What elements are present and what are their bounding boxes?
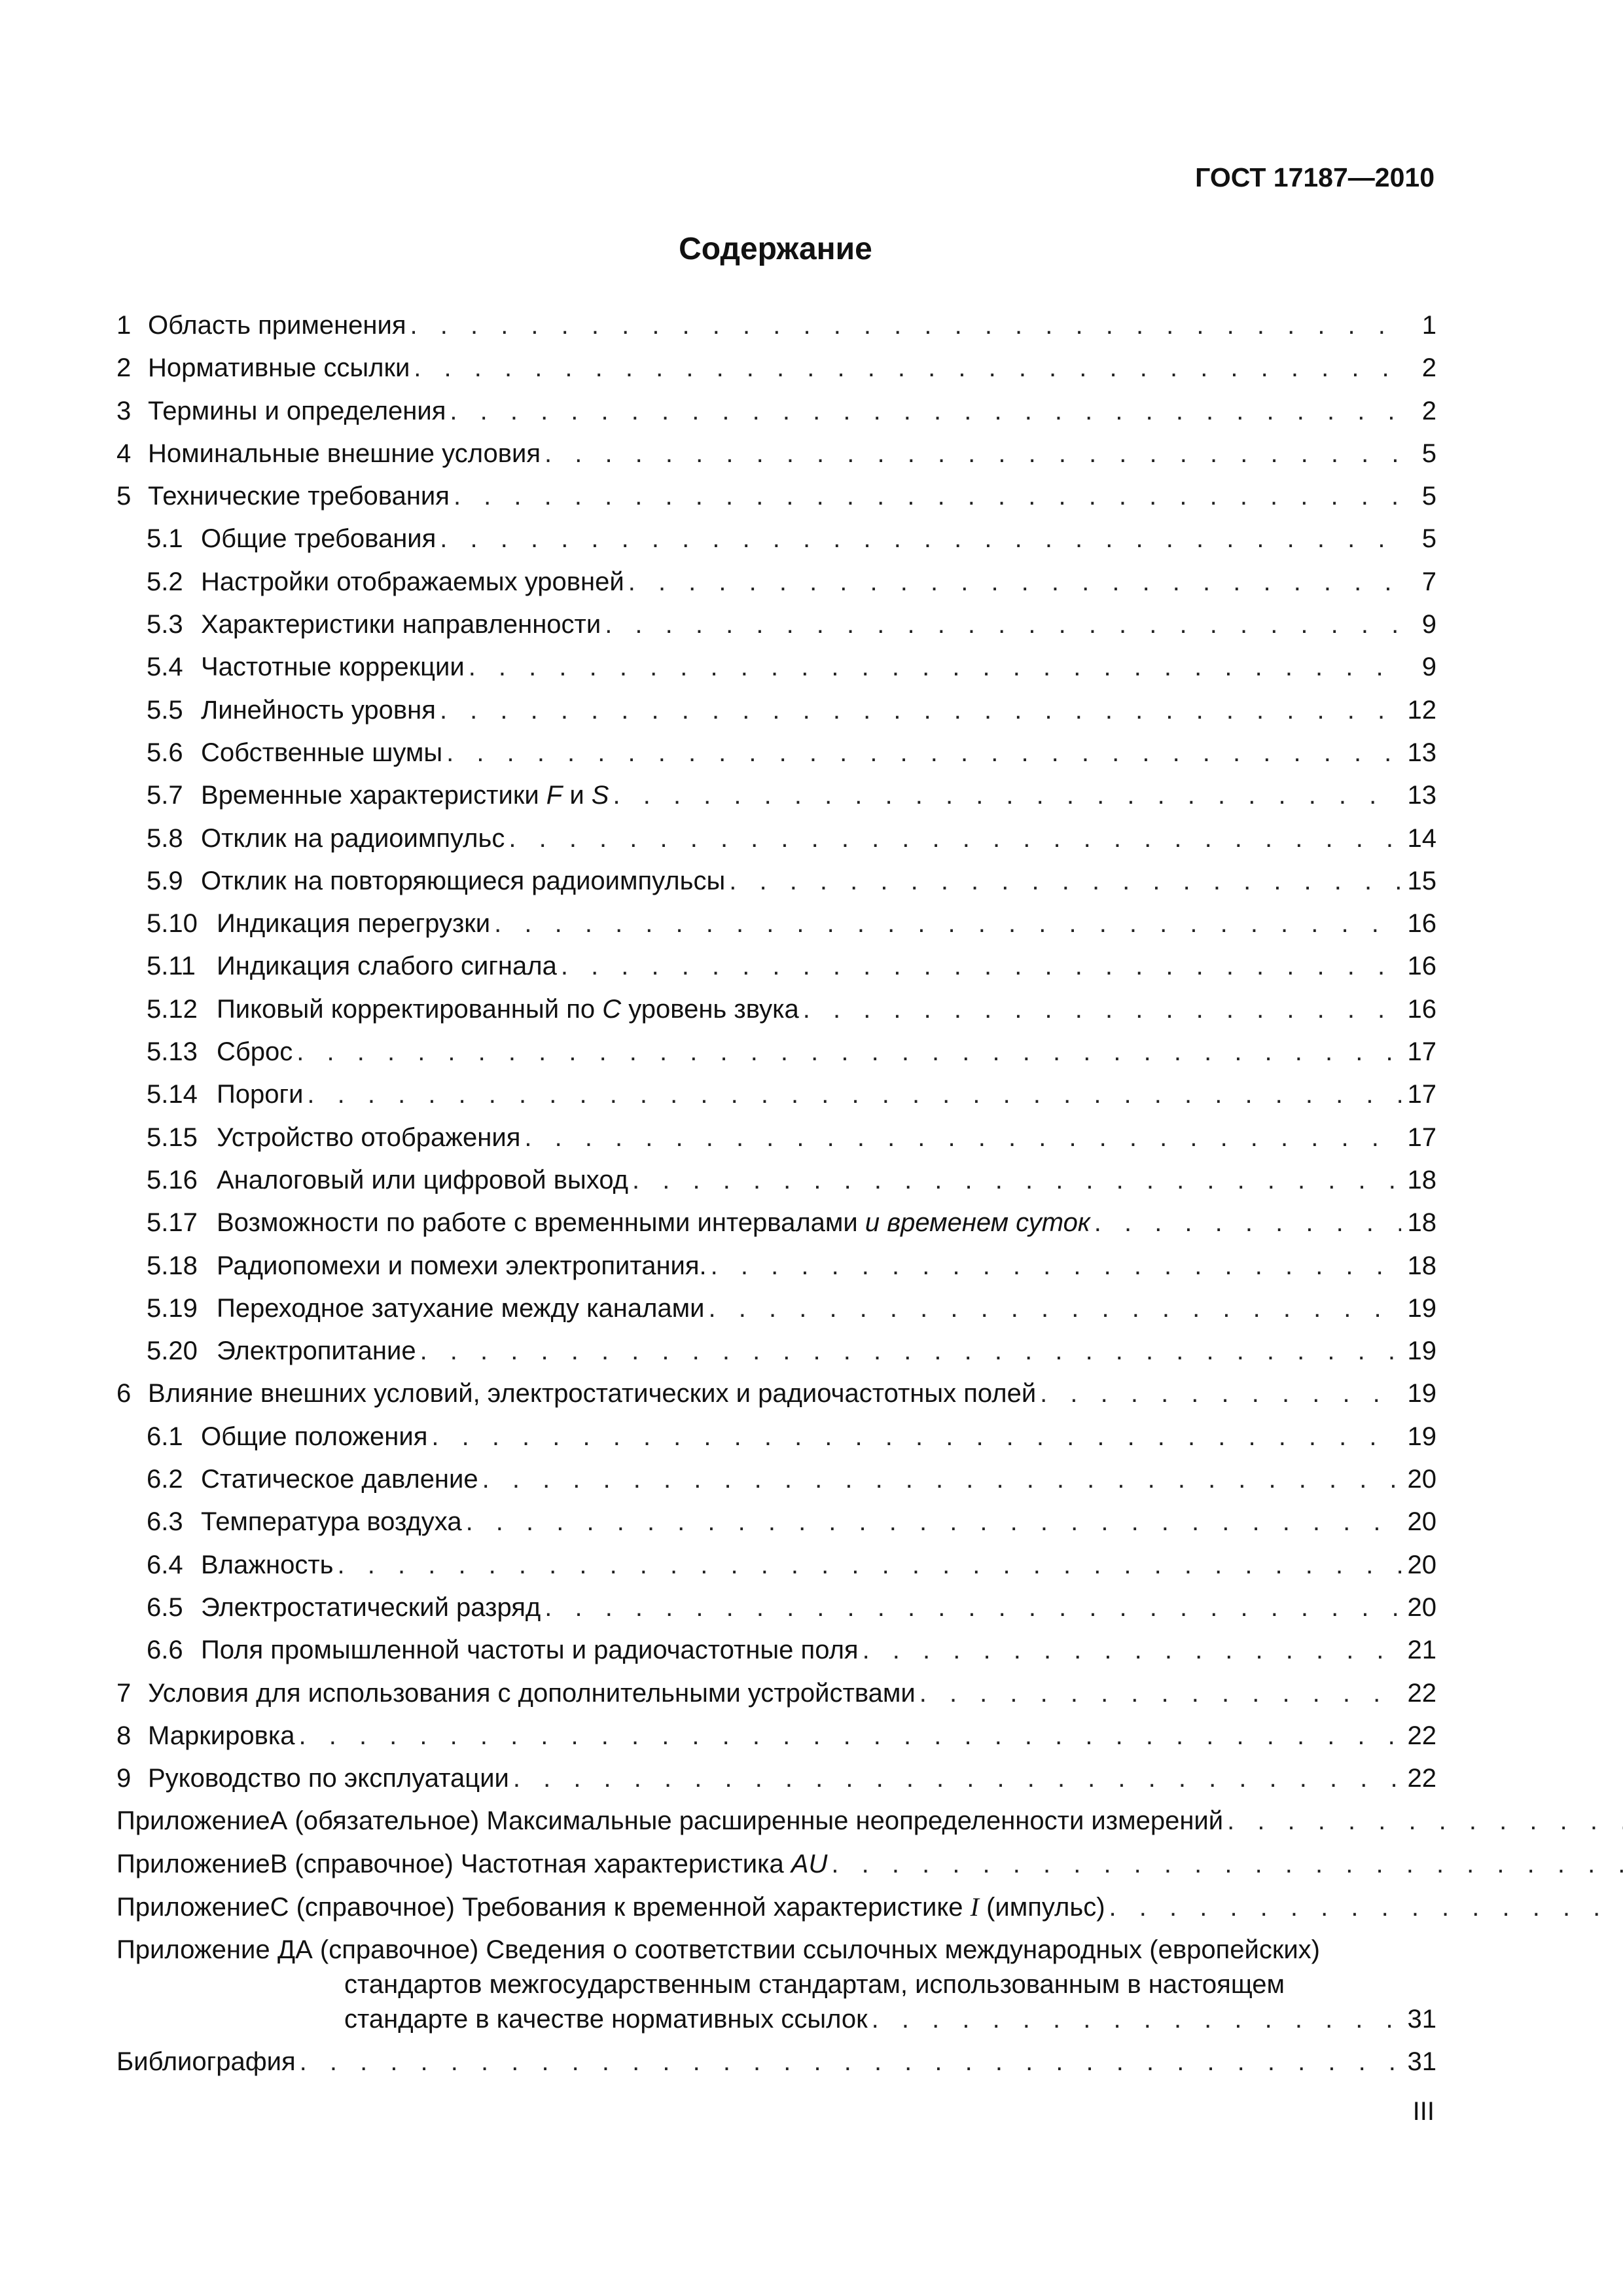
toc-entry-1[interactable]: [116, 304, 1436, 347]
toc-entry-page: 16: [1407, 909, 1436, 939]
toc-entry-number: 5.4: [147, 653, 183, 682]
toc-entry-number: 5.17: [147, 1208, 198, 1238]
toc-entry-page: 19: [1407, 1379, 1436, 1408]
toc-entry-6[interactable]: [116, 1372, 1436, 1415]
toc-entry-page: 5: [1421, 439, 1436, 468]
title-text: и: [562, 781, 592, 810]
toc-entry-page: 22: [1407, 1678, 1436, 1708]
dot-leader: [466, 1501, 1401, 1543]
toc-entry-number: 5.16: [147, 1165, 198, 1194]
toc-entry-number: 7: [116, 1678, 132, 1708]
toc-entry-title: Отклик на повторяющиеся радиоимпульсы: [201, 866, 726, 895]
toc-entry-title: Температура воздуха: [201, 1507, 462, 1537]
toc-entry-5-19[interactable]: [116, 1287, 1436, 1330]
toc-entry-number: 6.2: [147, 1465, 183, 1494]
toc-entry-page: 12: [1407, 695, 1436, 725]
toc-bibliography[interactable]: [116, 2041, 1436, 2083]
toc-entry-number: 8: [116, 1721, 132, 1750]
toc-entry-page: 20: [1407, 1507, 1436, 1537]
toc-entry-5-2[interactable]: [116, 561, 1436, 603]
dot-leader: [711, 1245, 1401, 1287]
dot-leader: [307, 1073, 1401, 1116]
toc-entry-5-16[interactable]: [116, 1159, 1436, 1202]
table-of-contents: [116, 304, 1436, 2084]
dot-leader: [508, 817, 1401, 860]
dot-leader: [338, 1544, 1401, 1587]
toc-entry-title: Влияние внешних условий, электростатических и радиочастотных полей: [148, 1379, 1037, 1408]
toc-entry-6-6[interactable]: [116, 1629, 1436, 1672]
toc-entry-number: 5.1: [147, 524, 183, 554]
toc-entry-page: 21: [1407, 1636, 1436, 1665]
title-text: Возможности по работе с временными интервалами: [217, 1208, 865, 1238]
toc-entry-title: Общие требования: [201, 524, 437, 554]
toc-entry-5-1[interactable]: [116, 518, 1436, 560]
toc-entry-number: 5.6: [147, 738, 183, 767]
dot-leader: [544, 1587, 1401, 1629]
toc-entry-title: Поля промышленной частоты и радиочастотные поля: [201, 1636, 859, 1665]
title-text: В (справочное) Частотная характеристика: [270, 1849, 791, 1878]
toc-entry-page: 22: [1407, 1764, 1436, 1793]
toc-entry-title: А (обязательное) Максимальные расширенные неопределенности измерений: [270, 1806, 1224, 1836]
dot-leader: [296, 1031, 1401, 1073]
toc-title: Содержание: [679, 232, 872, 266]
toc-entry-title: Электростатический разряд: [201, 1592, 541, 1622]
toc-entry-5-10[interactable]: [116, 903, 1436, 945]
appendix-label: Приложение: [116, 1849, 270, 1878]
toc-entry-5-14[interactable]: [116, 1073, 1436, 1116]
toc-entry-title: Электропитание: [217, 1336, 416, 1366]
toc-entry-title: Руководство по эксплуатации: [148, 1764, 509, 1793]
toc-entry-page: 31: [1407, 2047, 1436, 2077]
toc-entry-page: 18: [1407, 1165, 1436, 1194]
dot-leader: [561, 945, 1401, 988]
appendix-label: Приложение: [116, 1892, 270, 1922]
toc-entry-page: 1: [1421, 311, 1436, 340]
toc-entry-page: 31: [1407, 2005, 1436, 2034]
toc-entry-5-7[interactable]: [116, 774, 1436, 817]
toc-entry-title: Частотные коррекции: [201, 653, 465, 682]
toc-entry-title: [270, 1886, 1105, 1929]
toc-entry-5-4[interactable]: [116, 646, 1436, 689]
toc-entry-title: Собственные шумы: [201, 738, 443, 767]
toc-entry-title: Переходное затухание между каналами: [217, 1293, 705, 1323]
toc-entry-8[interactable]: [116, 1715, 1436, 1757]
toc-entry-title: Линейность уровня: [201, 695, 436, 725]
title-text: Пиковый корректированный по: [217, 994, 603, 1024]
toc-entry-page: 13: [1407, 781, 1436, 810]
toc-entry-number: 2: [116, 353, 132, 383]
toc-entry-number: 5.7: [147, 781, 183, 810]
toc-entry-title: Технические требования: [148, 482, 450, 511]
toc-entry-page: 14: [1407, 823, 1436, 853]
dot-leader: [919, 1672, 1401, 1715]
toc-entry-title: Библиография: [116, 2047, 296, 2077]
toc-entry-page: 22: [1407, 1721, 1436, 1750]
toc-entry-5-5[interactable]: [116, 689, 1436, 732]
appendix-last-line: [116, 2002, 1436, 2037]
toc-entry-page: 17: [1407, 1037, 1436, 1067]
toc-entry-number: 5.5: [147, 695, 183, 725]
dot-leader: [1040, 1372, 1401, 1415]
dot-leader: [494, 903, 1401, 945]
dot-leader: [628, 561, 1401, 603]
toc-entry-5-12[interactable]: [116, 988, 1436, 1031]
toc-entry-page: 18: [1407, 1208, 1436, 1238]
toc-entry-number: 5.2: [147, 567, 183, 596]
toc-entry-title: Маркировка: [148, 1721, 295, 1750]
appendix-label: Приложение: [116, 1935, 270, 1965]
toc-entry-5-20[interactable]: [116, 1330, 1436, 1372]
toc-entry-9[interactable]: [116, 1757, 1436, 1800]
dot-leader: [440, 689, 1401, 732]
title-symbol: AU: [791, 1849, 828, 1878]
toc-entry-page: 20: [1407, 1592, 1436, 1622]
toc-entry-title: Область применения: [148, 311, 406, 340]
toc-entry-page: 19: [1407, 1336, 1436, 1366]
toc-entry-7[interactable]: [116, 1672, 1436, 1715]
toc-entry-title: Статическое давление: [201, 1465, 478, 1494]
title-italic-text: и временем суток: [865, 1208, 1090, 1238]
toc-entry-5-17[interactable]: [116, 1202, 1436, 1244]
dot-leader: [298, 1715, 1401, 1757]
dot-leader: [1094, 1202, 1401, 1244]
dot-leader: [450, 390, 1401, 433]
toc-entry-title: Отклик на радиоимпульс: [201, 823, 505, 853]
toc-entry-title: Влажность: [201, 1550, 334, 1579]
toc-entry-title: [201, 774, 609, 817]
dot-leader: [410, 304, 1401, 347]
toc-entry-title: Номинальные внешние условия: [148, 439, 541, 468]
toc-entry-5-15[interactable]: [116, 1117, 1436, 1159]
title-text: (импульс): [978, 1892, 1105, 1922]
toc-entry-page: 19: [1407, 1422, 1436, 1451]
toc-entry-title: Устройство отображения: [217, 1122, 521, 1152]
title-symbol: I: [970, 1892, 979, 1922]
dot-leader: [872, 2002, 1401, 2037]
dot-leader: [469, 646, 1401, 689]
toc-entry-5-11[interactable]: [116, 945, 1436, 988]
dot-leader: [513, 1757, 1401, 1800]
toc-entry-page: 17: [1407, 1122, 1436, 1152]
toc-entry-5-3[interactable]: [116, 603, 1436, 646]
toc-entry-5-9[interactable]: [116, 860, 1436, 903]
toc-entry-title: [217, 1202, 1090, 1244]
toc-entry-title: [217, 988, 799, 1031]
toc-entry-5-13[interactable]: [116, 1031, 1436, 1073]
toc-entry-title: Индикация перегрузки: [217, 909, 491, 939]
toc-entry-number: 6.1: [147, 1422, 183, 1451]
toc-entry-number: 6.3: [147, 1507, 183, 1537]
toc-entry-6-3[interactable]: [116, 1501, 1436, 1543]
toc-entry-title-line1: ДА (справочное) Сведения о соответствии ссылочных международных (европейских): [277, 1935, 1320, 1965]
appendix-label: Приложение: [116, 1806, 270, 1836]
dot-leader: [431, 1416, 1401, 1458]
toc-entry-title: Термины и определения: [148, 396, 446, 425]
dot-leader: [831, 1843, 1623, 1886]
toc-entry-number: 5.18: [147, 1251, 198, 1280]
dot-leader: [803, 988, 1401, 1031]
toc-entry-5[interactable]: [116, 475, 1436, 518]
toc-entry-number: 5.9: [147, 866, 183, 895]
dot-leader: [605, 603, 1401, 646]
dot-leader: [482, 1458, 1401, 1501]
toc-entry-5-8[interactable]: [116, 817, 1436, 860]
toc-entry-page: 13: [1407, 738, 1436, 767]
dot-leader: [613, 774, 1401, 817]
dot-leader: [544, 433, 1401, 475]
toc-entry-page: 17: [1407, 1080, 1436, 1109]
toc-entry-5-6[interactable]: [116, 732, 1436, 774]
toc-entry-number: 4: [116, 439, 132, 468]
toc-entry-6-4[interactable]: [116, 1544, 1436, 1587]
toc-entry-title: Условия для использования с дополнительными устройствами: [148, 1678, 916, 1708]
title-symbol: C: [602, 994, 622, 1024]
toc-entry-number: 6.4: [147, 1550, 183, 1579]
document-code: ГОСТ 17187—2010: [1195, 162, 1435, 192]
toc-entry-title: [270, 1843, 828, 1886]
toc-entry-page: 15: [1407, 866, 1436, 895]
toc-entry-page: 2: [1421, 396, 1436, 425]
toc-appendix-b[interactable]: [116, 1843, 1436, 1886]
toc-entry-4[interactable]: [116, 433, 1436, 475]
toc-entry-title: Сброс: [217, 1037, 293, 1067]
toc-entry-number: 9: [116, 1764, 132, 1793]
toc-appendix-a[interactable]: [116, 1800, 1436, 1842]
toc-entry-number: 5.12: [147, 994, 198, 1024]
toc-entry-page: 20: [1407, 1550, 1436, 1579]
toc-entry-number: 5.8: [147, 823, 183, 853]
dot-leader: [420, 1330, 1401, 1372]
toc-entry-number: 6: [116, 1379, 132, 1408]
toc-entry-title: Характеристики направленности: [201, 610, 601, 639]
toc-entry-page: 20: [1407, 1465, 1436, 1494]
toc-entry-page: 5: [1421, 524, 1436, 554]
toc-entry-number: 5.11: [147, 952, 196, 981]
dot-leader: [632, 1159, 1401, 1202]
toc-entry-number: 5.13: [147, 1037, 198, 1067]
toc-entry-number: 5.3: [147, 610, 183, 639]
toc-entry-6-5[interactable]: [116, 1587, 1436, 1629]
toc-entry-number: 5: [116, 482, 132, 511]
toc-entry-number: 1: [116, 311, 132, 340]
toc-entry-title: Радиопомехи и помехи электропитания.: [217, 1251, 707, 1280]
toc-entry-page: 19: [1407, 1293, 1436, 1323]
toc-entry-page: 5: [1421, 482, 1436, 511]
dot-leader: [863, 1629, 1401, 1672]
toc-entry-5-18[interactable]: [116, 1245, 1436, 1287]
toc-entry-3[interactable]: [116, 390, 1436, 433]
toc-entry-title: Пороги: [217, 1080, 304, 1109]
toc-appendix-da[interactable]: [116, 1929, 1436, 2037]
dot-leader: [414, 347, 1401, 389]
appendix-first-line: [116, 1933, 1436, 1967]
toc-entry-page: 9: [1421, 653, 1436, 682]
dot-leader: [524, 1117, 1401, 1159]
toc-entry-page: 2: [1421, 353, 1436, 383]
toc-entry-title: Нормативные ссылки: [148, 353, 410, 383]
toc-entry-number: 5.15: [147, 1122, 198, 1152]
title-text: Временные характеристики: [201, 781, 546, 810]
toc-entry-number: 5.19: [147, 1293, 198, 1323]
toc-entry-page: 7: [1421, 567, 1436, 596]
dot-leader: [1227, 1800, 1623, 1842]
title-symbol: F: [546, 781, 563, 810]
toc-entry-number: 5.20: [147, 1336, 198, 1366]
dot-leader: [446, 732, 1401, 774]
toc-entry-page: 16: [1407, 952, 1436, 981]
toc-entry-number: 5.14: [147, 1080, 198, 1109]
dot-leader: [709, 1287, 1401, 1330]
toc-entry-page: 9: [1421, 610, 1436, 639]
dot-leader: [454, 475, 1401, 518]
toc-entry-title-line3: стандарте в качестве нормативных ссылок: [344, 2005, 868, 2034]
toc-entry-title: Индикация слабого сигнала: [217, 952, 557, 981]
dot-leader: [300, 2041, 1401, 2083]
toc-entry-number: 6.6: [147, 1636, 183, 1665]
toc-entry-6-1[interactable]: [116, 1416, 1436, 1458]
title-symbol: S: [591, 781, 609, 810]
page-number: III: [1412, 2097, 1435, 2126]
dot-leader: [729, 860, 1401, 903]
toc-entry-2[interactable]: [116, 347, 1436, 389]
toc-entry-title-line2: стандартов межгосударственным стандартам, использованным в настоящем: [344, 1970, 1285, 2000]
toc-entry-number: 3: [116, 396, 132, 425]
toc-entry-page: 18: [1407, 1251, 1436, 1280]
toc-entry-title: Настройки отображаемых уровней: [201, 567, 624, 596]
toc-entry-number: 6.5: [147, 1592, 183, 1622]
dot-leader: [1109, 1886, 1623, 1929]
toc-entry-number: 5.10: [147, 909, 198, 939]
title-text: С (справочное) Требования к временной характеристике: [270, 1892, 971, 1922]
toc-entry-6-2[interactable]: [116, 1458, 1436, 1501]
title-text: уровень звука: [621, 994, 799, 1024]
toc-entry-title: Общие положения: [201, 1422, 428, 1451]
toc-appendix-c[interactable]: [116, 1886, 1436, 1929]
toc-entry-title: Аналоговый или цифровой выход: [217, 1165, 629, 1194]
dot-leader: [440, 518, 1401, 560]
toc-entry-page: 16: [1407, 994, 1436, 1024]
